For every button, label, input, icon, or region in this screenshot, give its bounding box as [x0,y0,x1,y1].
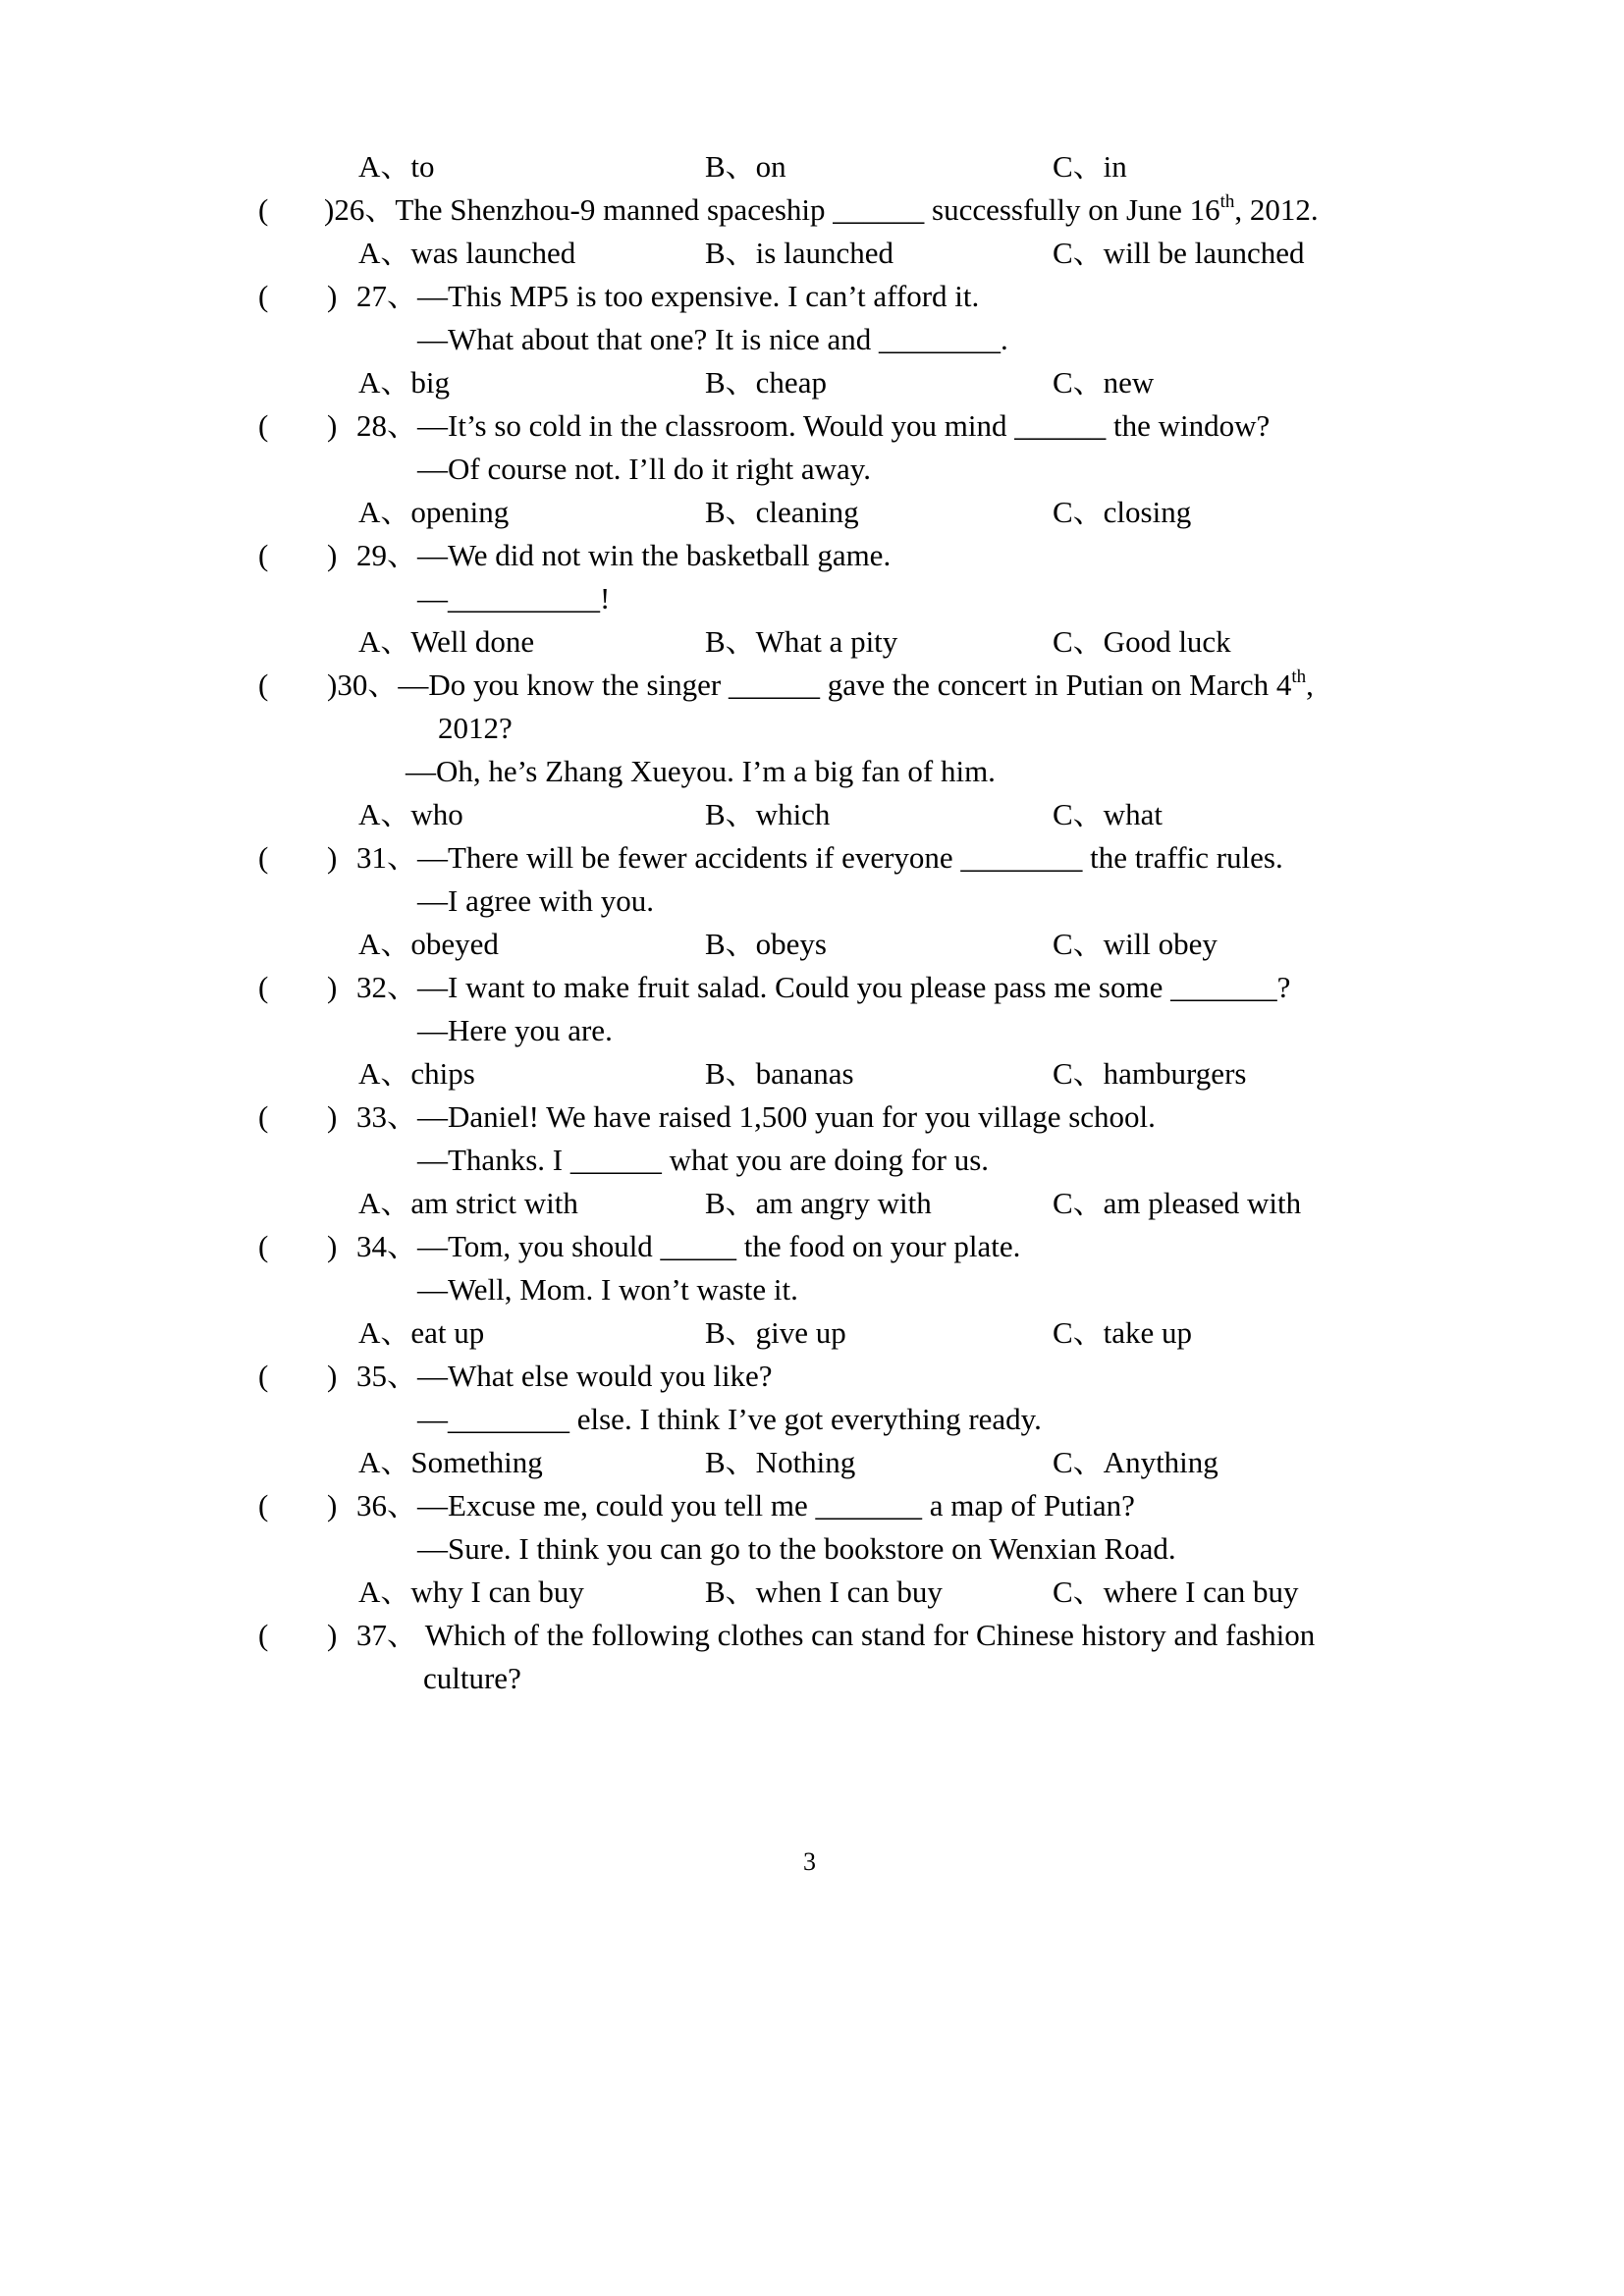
answer-paren-close: ) [327,1488,338,1522]
option-a: A、Something [358,1445,543,1479]
option-c: C、will be launched [1053,236,1305,270]
superscript: th [1219,191,1235,212]
dialogue-line: —I agree with you. [417,883,655,918]
option-c: C、where I can buy [1053,1575,1299,1609]
answer-paren-open: ( [258,970,269,1004]
answer-paren-open: ( [258,1229,269,1263]
dialogue-line: —Well, Mom. I won’t waste it. [417,1272,798,1307]
answer-paren-open: ( [258,1359,269,1393]
option-b: B、Nothing [705,1445,856,1479]
answer-paren-close: ) [327,1229,338,1263]
answer-paren-open: ( [258,1488,269,1522]
answer-paren-close: ) [327,538,338,572]
option-a: A、was launched [358,236,576,270]
option-a: A、Well done [358,624,535,659]
answer-paren-close: ) [327,840,338,875]
dialogue-line: —Here you are. [417,1013,613,1047]
answer-paren-close: ) [327,970,338,1004]
option-b: B、on [705,149,786,184]
option-b: B、which [705,797,831,831]
question-stem: 27、—This MP5 is too expensive. I can’t afford it. [356,279,980,313]
stem-text: )30、—Do you know the singer ______ gave the concert in Putian on March 4 [327,667,1292,702]
page-number: 3 [803,1847,816,1876]
question-stem: 34、—Tom, you should _____ the food on your plate. [356,1229,1021,1263]
option-c: C、take up [1053,1315,1193,1350]
stem-text: )26、The Shenzhou-9 manned spaceship ______ successfully on June 16 [324,192,1220,227]
answer-paren-open: ( [258,667,269,702]
option-a: A、am strict with [358,1186,578,1220]
question-stem: 36、—Excuse me, could you tell me _______ a map of Putian? [356,1488,1135,1522]
answer-paren-open: ( [258,538,269,572]
option-a: A、eat up [358,1315,485,1350]
dialogue-line: —Oh, he’s Zhang Xueyou. I’m a big fan of him. [406,754,996,788]
option-c: C、closing [1053,495,1192,529]
answer-paren-close: ) [327,1359,338,1393]
question-stem: 37、 Which of the following clothes can stand for Chinese history and fashion [356,1618,1316,1652]
option-b: B、is launched [705,236,893,270]
answer-paren-close: ) [327,408,338,443]
dialogue-line: —What about that one? It is nice and ________. [417,322,1008,356]
dialogue-line: —Of course not. I’ll do it right away. [417,452,872,486]
answer-paren-close: ) [327,1618,338,1652]
answer-paren-close: ) [327,279,338,313]
option-b: B、What a pity [705,624,898,659]
option-c: C、Anything [1053,1445,1218,1479]
question-stem [324,190,1319,230]
dialogue-line: —________ else. I think I’ve got everything ready. [417,1402,1042,1436]
dialogue-line: —__________! [417,581,611,615]
option-b: B、am angry with [705,1186,932,1220]
option-b: B、bananas [705,1056,854,1091]
option-b: B、when I can buy [705,1575,943,1609]
dialogue-line: —Thanks. I ______ what you are doing for us. [417,1143,990,1177]
option-c: C、hamburgers [1053,1056,1247,1091]
option-c: C、what [1053,797,1163,831]
option-a: A、obeyed [358,927,499,961]
option-a: A、who [358,797,463,831]
question-stem: 28、—It’s so cold in the classroom. Would you mind ______ the window? [356,408,1271,443]
superscript: th [1291,667,1307,687]
question-stem [327,666,1314,705]
answer-paren-close: ) [327,1099,338,1134]
question-stem: 31、—There will be fewer accidents if everyone ________ the traffic rules. [356,840,1283,875]
answer-paren-open: ( [258,1099,269,1134]
stem-text-end: , 2012. [1234,192,1319,227]
option-a: A、to [358,149,435,184]
question-stem: 33、—Daniel! We have raised 1,500 yuan for you village school. [356,1099,1156,1134]
option-b: B、obeys [705,927,827,961]
option-c: C、new [1053,365,1155,400]
question-stem: 35、—What else would you like? [356,1359,773,1393]
dialogue-line: —Sure. I think you can go to the bookstore on Wenxian Road. [417,1531,1176,1566]
stem-text-end: , [1306,667,1314,702]
option-b: B、give up [705,1315,846,1350]
option-b: B、cheap [705,365,827,400]
option-b: B、cleaning [705,495,859,529]
option-a: A、why I can buy [358,1575,584,1609]
option-c: C、am pleased with [1053,1186,1302,1220]
option-c: C、Good luck [1053,624,1231,659]
stem-continuation: 2012? [438,711,513,745]
option-a: A、chips [358,1056,475,1091]
answer-paren-open: ( [258,279,269,313]
answer-paren-open: ( [258,192,269,227]
question-stem: 29、—We did not win the basketball game. [356,538,892,572]
answer-paren-open: ( [258,408,269,443]
answer-paren-open: ( [258,840,269,875]
stem-continuation: culture? [423,1661,521,1695]
question-stem: 32、—I want to make fruit salad. Could you please pass me some _______? [356,970,1291,1004]
option-c: C、will obey [1053,927,1218,961]
option-a: A、big [358,365,450,400]
option-a: A、opening [358,495,510,529]
answer-paren-open: ( [258,1618,269,1652]
option-c: C、in [1053,149,1127,184]
